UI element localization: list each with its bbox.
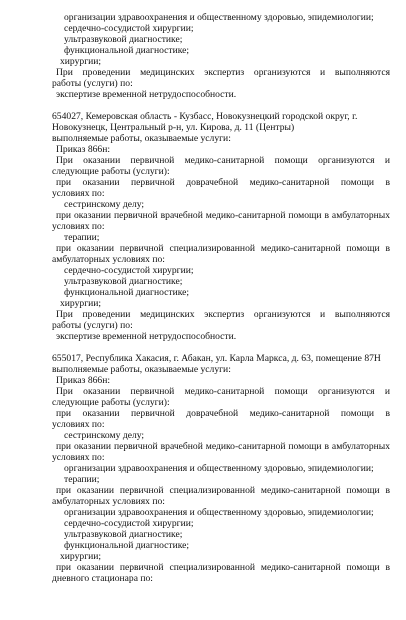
text-line: Приказ 866н: (56, 144, 111, 155)
text-line: работы (услуги) по: (52, 78, 133, 89)
text-line: При проведении медицинских экспертиз организуются и выполняются (56, 309, 390, 320)
text-line: сестринскому делу; (64, 430, 145, 441)
text-line: условиях по: (52, 419, 105, 430)
text-line: ультразвуковой диагностике; (64, 529, 183, 540)
text-line: при оказании первичной специализированной медико-санитарной помощи в (56, 485, 390, 496)
text-line: Новокузнецк, Центральный р-н, ул. Кирова, д. 11 (Центры) (52, 122, 295, 133)
text-line: амбулаторных условиях по: (52, 254, 165, 265)
text-line: при оказании первичной доврачебной медико-санитарной помощи в (56, 177, 390, 188)
text-line: следующие работы (услуги): (52, 397, 170, 408)
text-line: сердечно-сосудистой хирургии; (64, 23, 194, 34)
text-line: хирургии; (60, 298, 102, 309)
text-line: организации здравоохранения и общественному здоровью, эпидемиологии; (64, 463, 374, 474)
text-line: сердечно-сосудистой хирургии; (64, 265, 194, 276)
text-line: ультразвуковой диагностике; (64, 276, 183, 287)
text-line: работы (услуги) по: (52, 320, 133, 331)
text-line: при оказании первичной специализированной медико-санитарной помощи в (56, 243, 390, 254)
text-line: 655017, Республика Хакасия, г. Абакан, ул. Карла Маркса, д. 63, помещение 87Н (52, 353, 381, 364)
text-line: терапии; (64, 232, 100, 243)
text-line: организации здравоохранения и общественному здоровью, эпидемиологии; (64, 507, 374, 518)
text-line: амбулаторных условиях по: (52, 496, 165, 507)
text-line: сердечно-сосудистой хирургии; (64, 518, 194, 529)
text-line: хирургии; (60, 56, 102, 67)
text-line: При оказании первичной медико-санитарной помощи организуются и (56, 386, 390, 397)
text-line: при оказании первичной врачебной медико-санитарной помощи в амбулаторных (56, 441, 390, 452)
text-line: экспертизе временной нетрудоспособности. (56, 89, 237, 100)
text-line: функциональной диагностике; (64, 540, 190, 551)
text-line: при оказании первичной доврачебной медико-санитарной помощи в (56, 408, 390, 419)
text-line: условиях по: (52, 452, 105, 463)
text-line: при оказании первичной специализированной медико-санитарной помощи в (56, 562, 390, 573)
text-line: условиях по: (52, 221, 105, 232)
text-line: дневного стационара по: (52, 573, 153, 584)
text-line: условиях по: (52, 188, 105, 199)
paragraph-gap (52, 100, 390, 111)
text-line: функциональной диагностике; (64, 287, 190, 298)
text-line: выполняемые работы, оказываемые услуги: (52, 364, 231, 375)
text-line: 654027, Кемеровская область - Кузбасс, Новокузнецкий городской округ, г. (52, 111, 358, 122)
text-line: хирургии; (60, 551, 102, 562)
text-line: терапии; (64, 474, 100, 485)
paragraph-gap (52, 342, 390, 353)
document-text (52, 12, 390, 584)
text-line: организации здравоохранения и общественному здоровью, эпидемиологии; (64, 12, 374, 23)
text-line: при оказании первичной врачебной медико-санитарной помощи в амбулаторных (56, 210, 390, 221)
text-line: функциональной диагностике; (64, 45, 190, 56)
text-line: При оказании первичной медико-санитарной помощи организуются и (56, 155, 390, 166)
text-line: следующие работы (услуги): (52, 166, 170, 177)
text-line: выполняемые работы, оказываемые услуги: (52, 133, 231, 144)
text-line: При проведении медицинских экспертиз организуются и выполняются (56, 67, 390, 78)
text-line: экспертизе временной нетрудоспособности. (56, 331, 237, 342)
text-line: Приказ 866н: (56, 375, 111, 386)
text-line: сестринскому делу; (64, 199, 145, 210)
text-line: ультразвуковой диагностике; (64, 34, 183, 45)
